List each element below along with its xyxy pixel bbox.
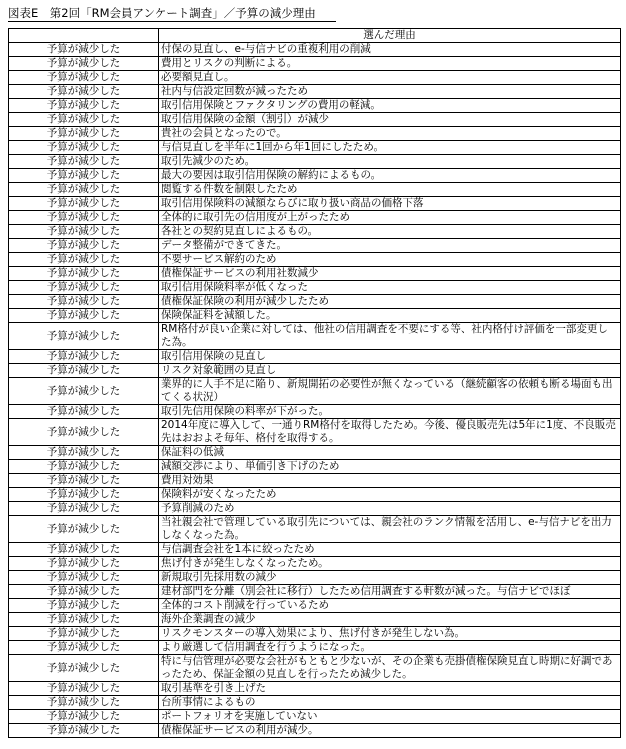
row-reason: 付保の見直し、e-与信ナビの重複利用の削減 bbox=[159, 43, 621, 57]
row-label: 予算が減少した bbox=[9, 323, 159, 350]
row-label: 予算が減少した bbox=[9, 155, 159, 169]
row-reason: リスクモンスターの導入効果により、焦げ付きが発生しない為。 bbox=[159, 627, 621, 641]
row-reason: 費用対効果 bbox=[159, 474, 621, 488]
row-label: 予算が減少した bbox=[9, 43, 159, 57]
row-label: 予算が減少した bbox=[9, 127, 159, 141]
row-reason: 全体的コスト削減を行っているため bbox=[159, 599, 621, 613]
table-row bbox=[9, 641, 621, 655]
row-label: 予算が減少した bbox=[9, 543, 159, 557]
row-reason: 2014年度に導入して、一通りRM格付を取得したため。今後、優良販売先は5年に1度、不良販売先はおおよそ毎年、格付を取得する。 bbox=[159, 419, 621, 446]
row-label: 予算が減少した bbox=[9, 419, 159, 446]
table-row bbox=[9, 43, 621, 57]
row-label: 予算が減少した bbox=[9, 585, 159, 599]
row-label: 予算が減少した bbox=[9, 183, 159, 197]
row-label: 予算が減少した bbox=[9, 141, 159, 155]
row-label: 予算が減少した bbox=[9, 710, 159, 724]
row-reason: 費用とリスクの判断による。 bbox=[159, 57, 621, 71]
row-reason: 業界的に人手不足に陥り、新規開拓の必要性が無くなっている（継続顧客の依頼も断る場面も出てくる状況） bbox=[159, 378, 621, 405]
table-row bbox=[9, 613, 621, 627]
table-row bbox=[9, 710, 621, 724]
table-row bbox=[9, 682, 621, 696]
table-row bbox=[9, 239, 621, 253]
row-reason: データ整備ができてきた。 bbox=[159, 239, 621, 253]
row-reason: 最大の要因は取引信用保険の解約によるもの。 bbox=[159, 169, 621, 183]
table-row bbox=[9, 99, 621, 113]
table-row bbox=[9, 516, 621, 543]
table-row bbox=[9, 364, 621, 378]
row-reason: 与信見直しを半年に1回から年1回にしたため。 bbox=[159, 141, 621, 155]
row-label: 予算が減少した bbox=[9, 488, 159, 502]
row-reason: 与信調査会社を1本に絞ったため bbox=[159, 543, 621, 557]
table-row bbox=[9, 585, 621, 599]
row-reason: 取引基準を引き上げた bbox=[159, 682, 621, 696]
row-reason: 保険料が安くなったため bbox=[159, 488, 621, 502]
row-reason: 焦げ付きが発生しなくなったため。 bbox=[159, 557, 621, 571]
table-row bbox=[9, 571, 621, 585]
row-reason: 保証料の低減 bbox=[159, 446, 621, 460]
row-label: 予算が減少した bbox=[9, 364, 159, 378]
table-row bbox=[9, 405, 621, 419]
row-reason: RM格付が良い企業に対しては、他社の信用調査を不要にする等、社内格付け評価を一部変更した為。 bbox=[159, 323, 621, 350]
table-row bbox=[9, 446, 621, 460]
table-row bbox=[9, 460, 621, 474]
row-label: 予算が減少した bbox=[9, 627, 159, 641]
row-label: 予算が減少した bbox=[9, 99, 159, 113]
row-label: 予算が減少した bbox=[9, 71, 159, 85]
row-reason: 新規取引先採用数の減少 bbox=[159, 571, 621, 585]
row-reason: 全体的に取引先の信用度が上がったため bbox=[159, 211, 621, 225]
header-label-column bbox=[9, 29, 159, 43]
row-label: 予算が減少した bbox=[9, 502, 159, 516]
page-title: 図表E 第2回「RM会員アンケート調査」／予算の減少理由 bbox=[8, 5, 336, 22]
row-reason: 不要サービス解約のため bbox=[159, 253, 621, 267]
row-reason: 予算削減のため bbox=[159, 502, 621, 516]
row-label: 予算が減少した bbox=[9, 239, 159, 253]
row-label: 予算が減少した bbox=[9, 267, 159, 281]
table-row bbox=[9, 350, 621, 364]
table-row bbox=[9, 169, 621, 183]
table-row bbox=[9, 127, 621, 141]
row-reason: 海外企業調査の減少 bbox=[159, 613, 621, 627]
row-label: 予算が減少した bbox=[9, 446, 159, 460]
table-row bbox=[9, 488, 621, 502]
row-label: 予算が減少した bbox=[9, 253, 159, 267]
header-reason-column: 選んだ理由 bbox=[159, 29, 621, 43]
row-label: 予算が減少した bbox=[9, 474, 159, 488]
row-label: 予算が減少した bbox=[9, 350, 159, 364]
row-label: 予算が減少した bbox=[9, 113, 159, 127]
row-label: 予算が減少した bbox=[9, 281, 159, 295]
table-row bbox=[9, 543, 621, 557]
row-reason: 取引信用保険の金額（割引）が減少 bbox=[159, 113, 621, 127]
row-label: 予算が減少した bbox=[9, 696, 159, 710]
row-label: 予算が減少した bbox=[9, 613, 159, 627]
table-row bbox=[9, 211, 621, 225]
table-row bbox=[9, 502, 621, 516]
table-row bbox=[9, 57, 621, 71]
row-reason: 必要額見直し。 bbox=[159, 71, 621, 85]
table-row bbox=[9, 225, 621, 239]
row-label: 予算が減少した bbox=[9, 599, 159, 613]
row-reason: 取引先信用保険の料率が下がった。 bbox=[159, 405, 621, 419]
table-row bbox=[9, 599, 621, 613]
row-reason: 特に与信管理が必要な会社がもともと少ないが、その企業も売掛債権保険見直し時期に好調であったため、保証金額の見直しを行ったため減少した。 bbox=[159, 655, 621, 682]
row-label: 予算が減少した bbox=[9, 57, 159, 71]
table-row bbox=[9, 557, 621, 571]
row-reason: 取引先減少のため。 bbox=[159, 155, 621, 169]
table-row bbox=[9, 197, 621, 211]
table-row bbox=[9, 253, 621, 267]
row-reason: 建材部門を分離（別会社に移行）したため信用調査する軒数が減った。与信ナビでほぼ bbox=[159, 585, 621, 599]
row-reason: より厳選して信用調査を行うようになった。 bbox=[159, 641, 621, 655]
row-reason: 取引信用保険とファクタリングの費用の軽減。 bbox=[159, 99, 621, 113]
row-label: 予算が減少した bbox=[9, 460, 159, 474]
row-reason: 台所事情によるもの bbox=[159, 696, 621, 710]
row-reason: 取引信用保険料の減額ならびに取り扱い商品の価格下落 bbox=[159, 197, 621, 211]
table-row bbox=[9, 71, 621, 85]
row-label: 予算が減少した bbox=[9, 211, 159, 225]
row-reason: 各社との契約見直しによるもの。 bbox=[159, 225, 621, 239]
table-row bbox=[9, 309, 621, 323]
row-label: 予算が減少した bbox=[9, 724, 159, 738]
row-label: 予算が減少した bbox=[9, 655, 159, 682]
row-label: 予算が減少した bbox=[9, 516, 159, 543]
table-row bbox=[9, 113, 621, 127]
row-reason: 当社親会社で管理している取引先については、親会社のランク情報を活用し、e-与信ナビを出力しなくなった為。 bbox=[159, 516, 621, 543]
row-reason: 社内与信設定回数が減ったため bbox=[159, 85, 621, 99]
row-reason: 取引信用保険料率が低くなった bbox=[159, 281, 621, 295]
row-label: 予算が減少した bbox=[9, 641, 159, 655]
row-reason: 閲覧する件数を制限したため bbox=[159, 183, 621, 197]
table-body bbox=[9, 43, 621, 738]
row-label: 予算が減少した bbox=[9, 378, 159, 405]
row-label: 予算が減少した bbox=[9, 225, 159, 239]
table-row bbox=[9, 724, 621, 738]
row-label: 予算が減少した bbox=[9, 309, 159, 323]
row-label: 予算が減少した bbox=[9, 169, 159, 183]
table-header-row bbox=[9, 29, 621, 43]
row-reason: ポートフォリオを実施していない bbox=[159, 710, 621, 724]
row-reason: 取引信用保険の見直し bbox=[159, 350, 621, 364]
row-reason: リスク対象範囲の見直し bbox=[159, 364, 621, 378]
row-label: 予算が減少した bbox=[9, 405, 159, 419]
table-row bbox=[9, 378, 621, 405]
table-row bbox=[9, 281, 621, 295]
row-reason: 債権保証サービスの利用社数減少 bbox=[159, 267, 621, 281]
table-row bbox=[9, 323, 621, 350]
table-row bbox=[9, 474, 621, 488]
row-reason: 減額交渉により、単価引き下げのため bbox=[159, 460, 621, 474]
table-row bbox=[9, 419, 621, 446]
row-reason: 債権保証サービスの利用が減少。 bbox=[159, 724, 621, 738]
table-row bbox=[9, 655, 621, 682]
reasons-table bbox=[8, 28, 621, 738]
table-row bbox=[9, 295, 621, 309]
row-reason: 貴社の会員となったので。 bbox=[159, 127, 621, 141]
table-row bbox=[9, 696, 621, 710]
row-reason: 保険保証料を減額した。 bbox=[159, 309, 621, 323]
row-label: 予算が減少した bbox=[9, 197, 159, 211]
row-label: 予算が減少した bbox=[9, 571, 159, 585]
table-row bbox=[9, 267, 621, 281]
table-row bbox=[9, 183, 621, 197]
table-row bbox=[9, 627, 621, 641]
row-reason: 債権保証保険の利用が減少したため bbox=[159, 295, 621, 309]
row-label: 予算が減少した bbox=[9, 85, 159, 99]
row-label: 予算が減少した bbox=[9, 682, 159, 696]
table-row bbox=[9, 85, 621, 99]
row-label: 予算が減少した bbox=[9, 295, 159, 309]
row-label: 予算が減少した bbox=[9, 557, 159, 571]
table-row bbox=[9, 155, 621, 169]
table-row bbox=[9, 141, 621, 155]
